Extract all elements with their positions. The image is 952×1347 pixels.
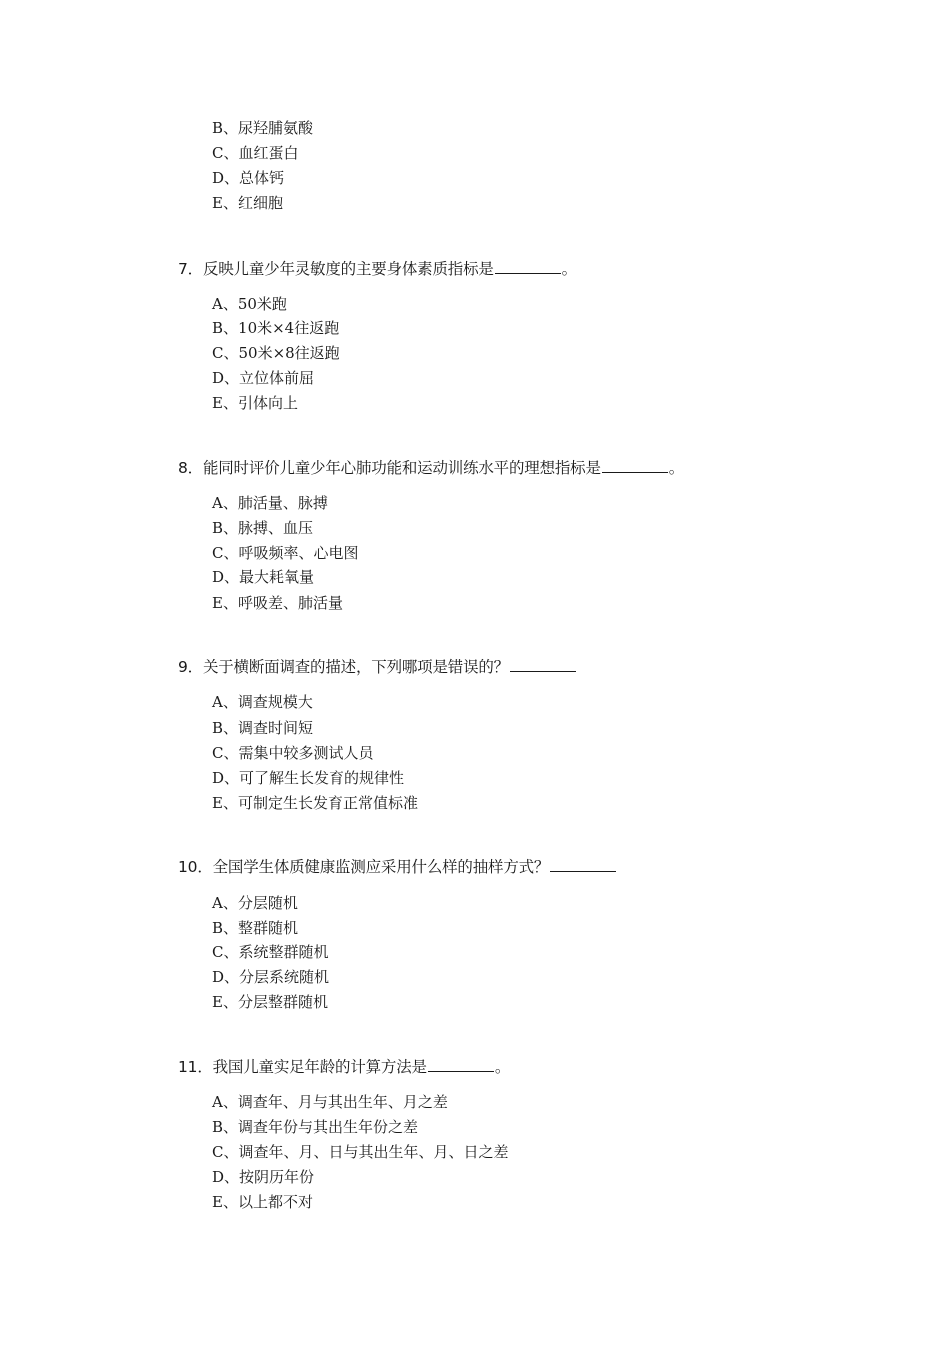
answer-blank <box>550 855 616 872</box>
option-c: C、系统整群随机 <box>212 943 329 961</box>
option-c: C、50米×8往返跑 <box>212 344 340 362</box>
option-d: D、按阴历年份 <box>212 1168 315 1186</box>
answer-blank <box>495 257 561 274</box>
option-e: E、呼吸差、肺活量 <box>212 594 343 612</box>
option-d: D、立位体前屈 <box>212 369 315 387</box>
option-a: A、调查年、月与其出生年、月之差 <box>212 1093 448 1111</box>
option-b: B、尿羟脯氨酸 <box>212 119 314 137</box>
answer-blank <box>428 1055 494 1072</box>
option-a: A、肺活量、脉搏 <box>212 494 328 512</box>
option-e: E、引体向上 <box>212 394 298 412</box>
option-b: B、脉搏、血压 <box>212 519 314 537</box>
question-text: 7．反映儿童少年灵敏度的主要身体素质指标是 <box>178 260 494 278</box>
option-e: E、以上都不对 <box>212 1193 313 1211</box>
option-b: B、整群随机 <box>212 919 299 937</box>
question-10 <box>178 855 617 878</box>
option-b: B、调查时间短 <box>212 719 314 737</box>
option-d: D、可了解生长发育的规律性 <box>212 769 405 787</box>
question-suffix: 。 <box>668 459 685 477</box>
option-a: A、50米跑 <box>212 295 287 313</box>
option-c: C、调查年、月、日与其出生年、月、日之差 <box>212 1143 509 1161</box>
question-7 <box>178 257 577 280</box>
answer-blank <box>602 456 668 473</box>
option-b: B、10米×4往返跑 <box>212 319 340 337</box>
question-text: 9．关于横断面调查的描述，下列哪项是错误的？ <box>178 658 509 676</box>
option-d: D、总体钙 <box>212 169 285 187</box>
option-e: E、分层整群随机 <box>212 993 328 1011</box>
option-c: C、呼吸频率、心电图 <box>212 544 359 562</box>
question-text: 11．我国儿童实足年龄的计算方法是 <box>178 1058 427 1076</box>
option-b: B、调查年份与其出生年份之差 <box>212 1118 419 1136</box>
question-suffix: 。 <box>561 260 577 278</box>
question-9 <box>178 655 577 678</box>
option-d: D、最大耗氧量 <box>212 568 315 586</box>
option-a: A、调查规模大 <box>212 693 313 711</box>
question-text: 8．能同时评价儿童少年心肺功能和运动训练水平的理想指标是 <box>178 459 601 477</box>
option-e: E、可制定生长发育正常值标准 <box>212 794 418 812</box>
question-suffix: 。 <box>494 1058 511 1076</box>
option-e: E、红细胞 <box>212 194 283 212</box>
question-8 <box>178 456 684 479</box>
option-c: C、需集中较多测试人员 <box>212 744 374 762</box>
option-a: A、分层随机 <box>212 894 298 912</box>
answer-blank <box>510 655 576 672</box>
question-text: 10．全国学生体质健康监测应采用什么样的抽样方式？ <box>178 858 550 876</box>
option-d: D、分层系统随机 <box>212 968 330 986</box>
option-c: C、血红蛋白 <box>212 144 299 162</box>
question-11 <box>178 1055 510 1078</box>
